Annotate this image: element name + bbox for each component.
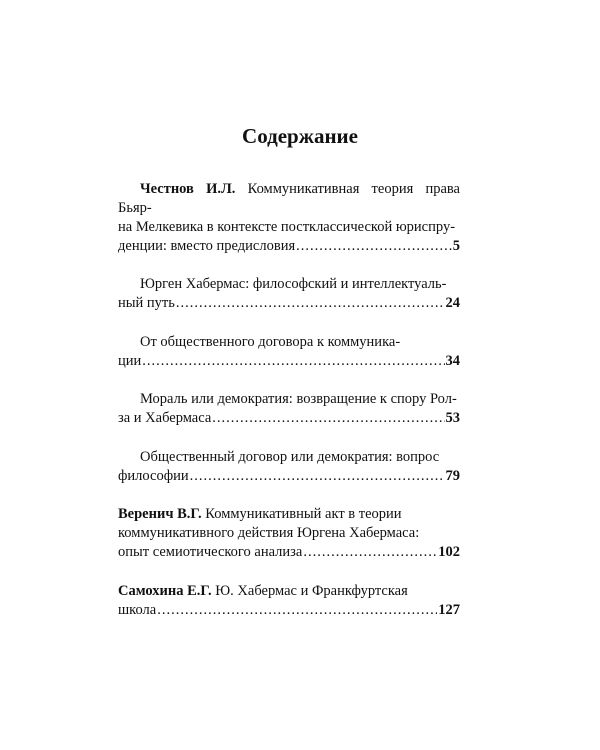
dot-leader	[303, 543, 437, 562]
entry-author: Веренич В.Г.	[118, 506, 202, 522]
entry-author: Самохина Е.Г.	[118, 583, 212, 599]
entry-title-line: за и Хабермаса	[118, 410, 212, 426]
entry-title-line: коммуникативного действия Юргена Хабермаса:	[118, 525, 420, 541]
entry-title-line: школа	[118, 602, 157, 618]
table-of-contents	[118, 180, 460, 620]
page-number: 34	[445, 353, 460, 369]
entry-title-line: философии	[118, 468, 189, 484]
toc-entry-samokhina[interactable]	[118, 582, 460, 620]
dot-leader	[142, 352, 444, 371]
dot-leader	[296, 237, 452, 256]
toc-entry-chestnov[interactable]	[118, 180, 460, 256]
toc-entry-morality-democracy[interactable]	[118, 390, 460, 428]
dot-leader	[212, 409, 444, 428]
dot-leader	[176, 294, 445, 313]
page-number: 5	[452, 238, 460, 254]
page-number: 53	[445, 410, 460, 426]
page-number: 79	[445, 468, 460, 484]
entry-title-line: Коммуникативный акт в теории	[205, 506, 402, 522]
dot-leader	[157, 601, 437, 620]
entry-title-line: денции: вместо предисловия	[118, 238, 296, 254]
toc-entry-philosophy-question[interactable]	[118, 448, 460, 486]
entry-author: Честнов И.Л.	[140, 181, 236, 197]
entry-title-line: Мораль или демократия: возвращение к спору Рол-	[140, 391, 457, 407]
entry-title-line: на Мелкевика в контексте постклассической юриспру-	[118, 219, 456, 235]
entry-title-line: ции	[118, 353, 142, 369]
entry-title-line: опыт семиотического анализа	[118, 544, 303, 560]
page-number: 102	[438, 544, 460, 560]
page-number: 24	[445, 295, 460, 311]
entry-title-line: ный путь	[118, 295, 175, 311]
entry-title-line: Юрген Хабермас: философский и интеллектуаль-	[140, 276, 447, 292]
entry-title-line: От общественного договора к коммуника-	[140, 334, 401, 350]
toc-entry-social-contract[interactable]	[118, 333, 460, 371]
toc-entry-habermas-path[interactable]	[118, 275, 460, 313]
entry-title-line: Ю. Хабермас и Франкфуртская	[215, 583, 408, 599]
entry-title-line: Коммуникативная теория права Бьяр-	[118, 181, 460, 216]
page-number: 127	[438, 602, 460, 618]
dot-leader	[190, 467, 445, 486]
toc-entry-verenich[interactable]	[118, 505, 460, 562]
page-title: Содержание	[242, 124, 358, 148]
entry-title-line: Общественный договор или демократия: вопрос	[140, 449, 440, 465]
